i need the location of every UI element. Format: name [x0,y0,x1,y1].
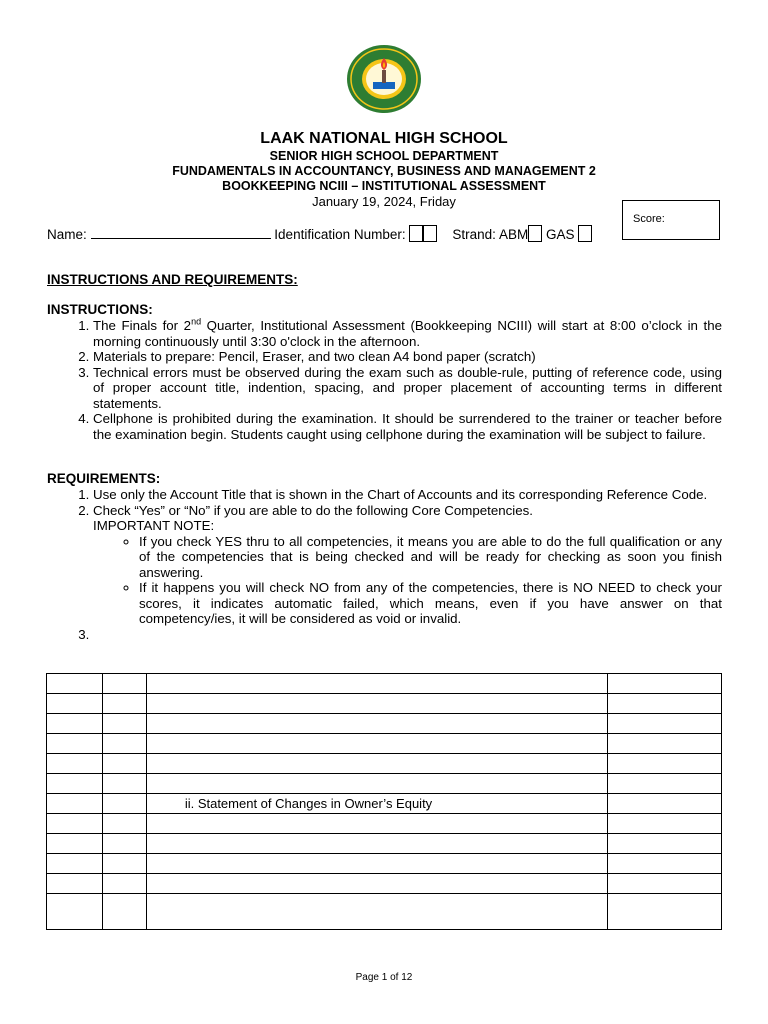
score-label: Score: [633,213,665,225]
table-row [47,734,722,754]
answer-table [46,673,722,930]
list-item: 2. Check “Yes” or “No” if you are able to do the following Core Competencies. IMPORTANT NOTE: ◦ If you check YES thru to all competencies, it means you are able to do the full qualification or any of the competencies that is being checked and will be ready for checking as soon you finish answering. ◦ If it happens you will check NO from any of the competencies, there is NO NEED to check your scores, it indicates automatic failed, which means, even if you have answer on that competency/ies, it will be considered as void or invalid. [93,503,722,627]
department: SENIOR HIGH SCHOOL DEPARTMENT [269,149,499,163]
exam-date: January 19, 2024, Friday [312,194,456,209]
list-item: 2. Materials to prepare: Pencil, Eraser, and two clean A4 bond paper (scratch) [93,349,722,365]
requirements-list [47,487,722,642]
table-row [47,894,722,930]
bullet-item: ◦ If it happens you will check NO from any of the competencies, there is NO NEED to check your scores, it indicates automatic failed, which means, even if you have answer on that competency/ies, it will be considered as void or invalid. [139,580,722,627]
name-field[interactable] [91,226,271,239]
list-item: 1. The Finals for 2nd Quarter, Institutional Assessment (Bookkeeping NCIII) will start at 8:00 o’clock in the morning continuously until 3:30 o'clock in the afternoon. [93,318,722,349]
table-cell-statement: ii. Statement of Changes in Owner’s Equity [146,794,607,814]
instructions-title: INSTRUCTIONS AND REQUIREMENTS: [47,272,298,287]
score-box[interactable] [622,200,720,240]
table-row [47,714,722,734]
table-row [47,834,722,854]
assessment-title: BOOKKEEPING NCIII – INSTITUTIONAL ASSESSMENT [222,179,546,193]
requirements-heading: REQUIREMENTS: [47,471,161,486]
table-row [47,674,722,694]
id-label: Identification Number: [274,227,406,242]
strand-label: Strand: ABM [452,227,529,242]
school-logo [346,44,422,114]
important-note: IMPORTANT NOTE: [93,518,215,533]
gas-checkbox[interactable] [578,225,592,242]
note-bullets [93,534,722,627]
subject-title: FUNDAMENTALS IN ACCOUNTANCY, BUSINESS AND MANAGEMENT 2 [172,164,596,178]
table-row [47,794,722,814]
gas-label: GAS [545,227,575,242]
table-row [47,854,722,874]
table-row [47,814,722,834]
id-box-1[interactable] [409,225,423,242]
name-label: Name: [47,227,87,242]
list-item [93,627,722,643]
table-row [47,874,722,894]
page-number: Page 1 of 12 [355,972,413,983]
table-row [47,694,722,714]
bullet-item: ◦ If you check YES thru to all competencies, it means you are able to do the full qualification or any of the competencies that is being checked and will be ready for checking as soon you finish answering. [139,534,722,581]
instructions-heading: INSTRUCTIONS: [47,302,153,317]
school-name: LAAK NATIONAL HIGH SCHOOL [260,130,508,147]
list-item: 4. Cellphone is prohibited during the examination. It should be surrendered to the trainer or teacher before the examination begin. Students caught using cellphone during the examination will be subject to failure. [93,411,722,442]
table-row [47,754,722,774]
instructions-list [47,318,722,442]
list-item: 3. Technical errors must be observed during the exam such as double-rule, putting of reference code, using of proper account title, indention, spacing, and proper placement of accounting terms in different statements. [93,365,722,412]
list-item: 1. Use only the Account Title that is shown in the Chart of Accounts and its corresponding Reference Code. [93,487,722,503]
table-row [47,774,722,794]
id-box-2[interactable] [423,225,437,242]
student-info-row [47,225,592,242]
abm-checkbox[interactable] [528,225,542,242]
